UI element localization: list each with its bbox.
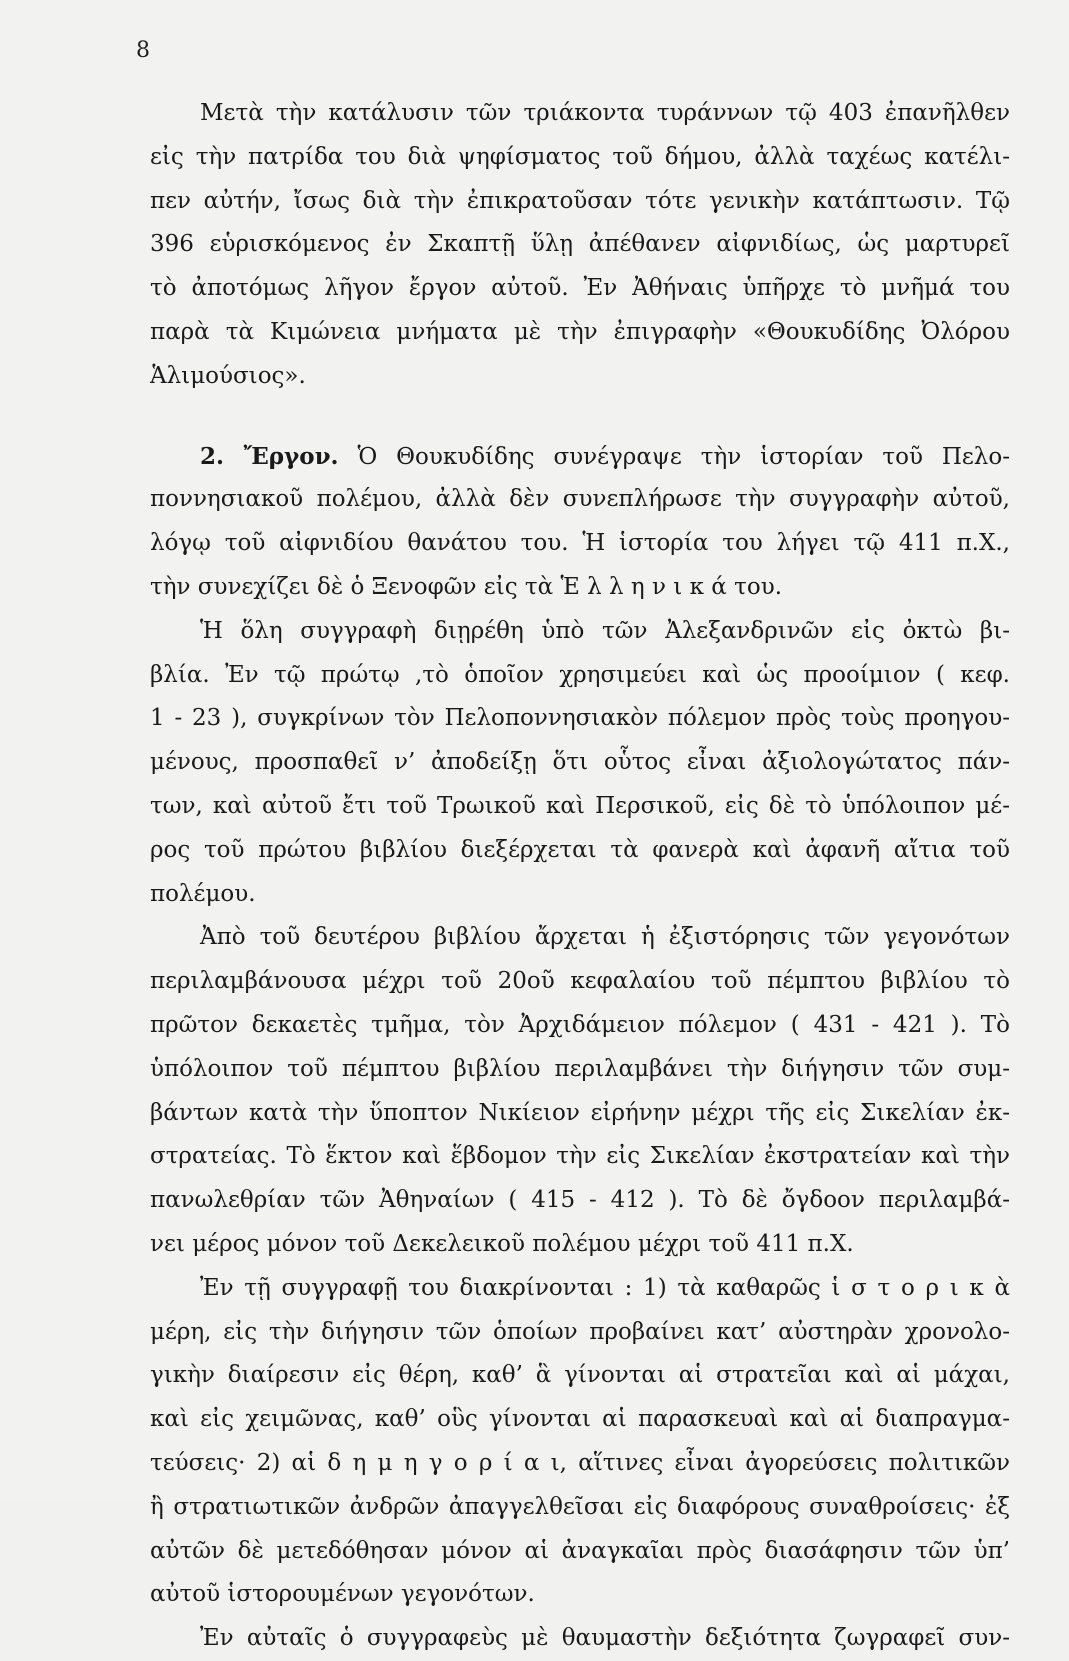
- text-line: [150, 741, 1010, 785]
- text-line: [150, 1135, 1010, 1179]
- line-text: Ἁλιμούσιος».: [150, 362, 306, 389]
- text-line: [150, 1267, 1010, 1311]
- text-line: [150, 1092, 1010, 1136]
- line-text: Ἀπὸ τοῦ δευτέρου βιβλίου ἄρχεται ἡ ἐξιστόρησις τῶν γεγονότων: [200, 924, 1010, 951]
- text-line: [150, 697, 1010, 741]
- line-text: ὑπόλοιπον τοῦ πέμπτου βιβλίου περιλαμβάνει τὴν διήγησιν τῶν συμ-: [150, 1055, 1010, 1082]
- line-text: βλία. Ἐν τῷ πρώτῳ ,τὸ ὁποῖον χρησιμεύει καὶ ὡς προοίμιον ( κεφ.: [150, 661, 1010, 688]
- text-line: [150, 1617, 1010, 1661]
- text-line: [150, 435, 1010, 479]
- line-text: Ἐν αὐταῖς ὁ συγγραφεὺς μὲ θαυμαστὴν δεξιότητα ζωγραφεῖ συν-: [200, 1625, 1010, 1652]
- line-text: ἢ στρατιωτικῶν ἀνδρῶν ἀπαγγελθεῖσαι εἰς διαφόρους συναθροίσεις· ἐξ: [150, 1493, 1010, 1520]
- line-text: Ἡ ὅλη συγγραφὴ διῃρέθη ὑπὸ τῶν Ἀλεξανδρινῶν εἰς ὀκτὼ βι-: [200, 617, 1010, 644]
- line-text: τὴν συνεχίζει δὲ ὁ Ξενοφῶν εἰς τὰ Ἑ λ λ η ν ι κ ά του.: [150, 573, 783, 600]
- line-text: ρος τοῦ πρώτου βιβλίου διεξέρχεται τὰ φανερὰ καὶ ἀφανῆ αἴτια τοῦ: [150, 836, 1010, 863]
- text-line: [150, 785, 1010, 829]
- text-line: [150, 873, 1010, 917]
- text-line: [150, 92, 1010, 136]
- line-text: πολέμου.: [150, 880, 256, 907]
- text-line: [150, 610, 1010, 654]
- text-line: [150, 223, 1010, 267]
- text-line: [150, 1004, 1010, 1048]
- text-line: [150, 1486, 1010, 1530]
- text-line: [150, 829, 1010, 873]
- body-text: [150, 92, 1010, 1661]
- section-heading: 2. Ἔργον.: [200, 442, 339, 470]
- text-line: [150, 654, 1010, 698]
- line-text: μέρη, εἰς τὴν διήγησιν τῶν ὁποίων προβαίνει κατ’ αὐστηρὰν χρονολο-: [150, 1318, 1010, 1345]
- line-text: βάντων κατὰ τὴν ὕποπτον Νικίειον εἰρήνην μέχρι τῆς εἰς Σικελίαν ἐκ-: [150, 1099, 1010, 1126]
- line-text: πεν αὐτήν, ἴσως διὰ τὴν ἐπικρατοῦσαν τότε γενικὴν κατάπτωσιν. Τῷ: [150, 187, 1010, 214]
- line-text: περιλαμβάνουσα μέχρι τοῦ 20οῦ κεφαλαίου τοῦ πέμπτου βιβλίου τὸ: [150, 968, 1010, 995]
- line-text: στρατείας. Τὸ ἕκτον καὶ ἕβδομον τὴν εἰς Σικελίαν ἐκστρατείαν καὶ τὴν: [150, 1143, 1010, 1170]
- text-line: [150, 267, 1010, 311]
- line-text: αὐτοῦ ἱστορουμένων γεγονότων.: [150, 1581, 535, 1608]
- text-line: [150, 311, 1010, 355]
- line-text: ποννησιακοῦ πολέμου, ἀλλὰ δὲν συνεπλήρωσε τὴν συγγραφὴν αὐτοῦ,: [150, 486, 1010, 513]
- line-text: καὶ εἰς χειμῶνας, καθ’ οὓς γίνονται αἱ παρασκευαὶ καὶ αἱ διαπραγμα-: [150, 1406, 1010, 1433]
- text-line: [150, 1048, 1010, 1092]
- page-number: 8: [136, 38, 150, 63]
- text-line: [150, 355, 1010, 399]
- line-text: των, καὶ αὐτοῦ ἔτι τοῦ Τρωικοῦ καὶ Περσικοῦ, εἰς δὲ τὸ ὑπόλοιπον μέ-: [150, 792, 1010, 819]
- text-line: [150, 566, 1010, 610]
- line-text: λόγῳ τοῦ αἰφνιδίου θανάτου του. Ἡ ἱστορία του λήγει τῷ 411 π.Χ.,: [150, 530, 1010, 557]
- text-line: [150, 1311, 1010, 1355]
- text-line: [150, 1530, 1010, 1574]
- line-text: αὐτῶν δὲ μετεδόθησαν μόνον αἱ ἀναγκαῖαι πρὸς διασάφησιν τῶν ὑπ’: [150, 1537, 1010, 1564]
- text-line: [150, 1223, 1010, 1267]
- line-text: πανωλεθρίαν τῶν Ἀθηναίων ( 415 - 412 ). Τὸ δὲ ὄγδοον περιλαμβά-: [150, 1187, 1010, 1214]
- line-text: μένους, προσπαθεῖ ν’ ἀποδείξῃ ὅτι οὗτος εἶναι ἀξιολογώτατος πάν-: [150, 749, 1010, 776]
- text-line: [150, 522, 1010, 566]
- line-text: 1 - 23 ), συγκρίνων τὸν Πελοποννησιακὸν πόλεμον πρὸς τοὺς προηγου-: [150, 705, 1010, 732]
- line-text: Ἐν τῇ συγγραφῇ του διακρίνονται : 1) τὰ καθαρῶς ἱ σ τ ο ρ ι κ ὰ: [200, 1274, 1010, 1301]
- line-text: τεύσεις· 2) αἱ δ η μ η γ ο ρ ί α ι, αἵτινες εἶναι ἀγορεύσεις πολιτικῶν: [150, 1449, 1010, 1476]
- line-text: Μετὰ τὴν κατάλυσιν τῶν τριάκοντα τυράννων τῷ 403 ἐπανῆλθεν: [200, 100, 1010, 126]
- text-line: [150, 1179, 1010, 1223]
- text-line: [150, 960, 1010, 1004]
- text-line: [150, 1354, 1010, 1398]
- text-line: [150, 136, 1010, 180]
- line-text: Ὁ Θουκυδίδης συνέγραψε τὴν ἱστορίαν τοῦ Πελο-: [338, 443, 1010, 470]
- line-text: πρῶτον δεκαετὲς τμῆμα, τὸν Ἀρχιδάμειον πόλεμον ( 431 - 421 ). Τὸ: [150, 1011, 1010, 1038]
- line-spacer: [150, 399, 1010, 435]
- text-line: [150, 478, 1010, 522]
- text-line: [150, 916, 1010, 960]
- line-text: γικὴν διαίρεσιν εἰς θέρη, καθ’ ἃ γίνονται αἱ στρατεῖαι καὶ αἱ μάχαι,: [150, 1362, 1010, 1389]
- text-line: [150, 1398, 1010, 1442]
- text-line: [150, 1442, 1010, 1486]
- text-line: [150, 180, 1010, 224]
- line-text: νει μέρος μόνον τοῦ Δεκελεικοῦ πολέμου μέχρι τοῦ 411 π.Χ.: [150, 1230, 854, 1257]
- line-text: παρὰ τὰ Κιμώνεια μνήματα μὲ τὴν ἐπιγραφὴν «Θουκυδίδης Ὀλόρου: [150, 318, 1010, 345]
- text-line: [150, 1573, 1010, 1617]
- line-text: εἰς τὴν πατρίδα του διὰ ψηφίσματος τοῦ δήμου, ἀλλὰ ταχέως κατέλι-: [150, 143, 1010, 170]
- line-text: 396 εὑρισκόμενος ἐν Σκαπτῇ ὕλῃ ἀπέθανεν αἰφνιδίως, ὡς μαρτυρεῖ: [150, 231, 1010, 258]
- line-text: τὸ ἀποτόμως λῆγον ἔργον αὐτοῦ. Ἐν Ἀθήναις ὑπῆρχε τὸ μνῆμά του: [150, 275, 1010, 302]
